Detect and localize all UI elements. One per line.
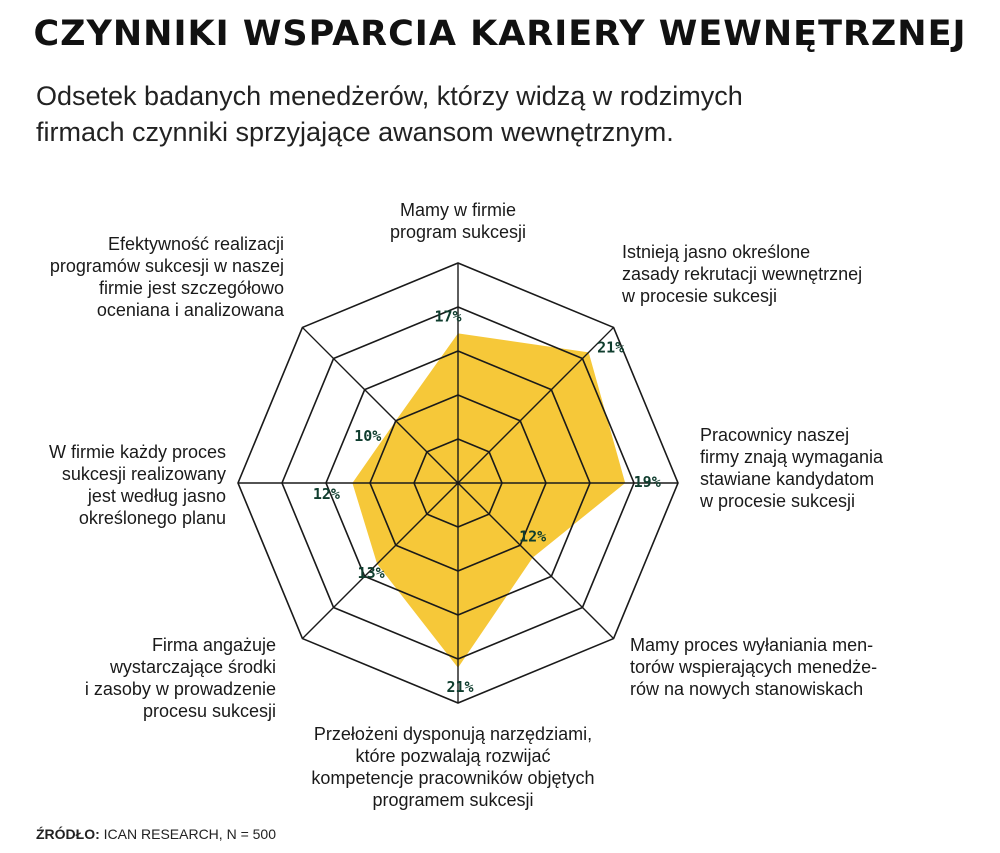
axis-label-3-line-3: stawiane kandydatom <box>700 469 875 489</box>
source-note <box>36 826 276 842</box>
source-label: ŹRÓDŁO: <box>36 826 100 842</box>
axis-label-1 <box>308 199 608 243</box>
value-label-6: 13% <box>357 563 385 582</box>
value-label-8: 10% <box>354 426 382 445</box>
axis-label-8-line-1: Efektywność realizacji <box>107 234 284 254</box>
value-label-1: 17% <box>434 307 462 326</box>
axis-label-3-line-4: w procesie sukcesji <box>700 491 856 511</box>
axis-label-6-line-3: i zasoby w prowadzenie <box>84 679 276 699</box>
axis-label-6-line-4: procesu sukcesji <box>142 701 276 721</box>
axis-label-4-line-3: rów na nowych stanowiskach <box>630 679 864 699</box>
axis-label-7-line-1: W firmie każdy proces <box>48 442 226 462</box>
axis-label-5-line-2: które pozwalają rozwijać <box>355 746 551 766</box>
axis-label-1-line-2: program sukcesji <box>389 222 527 242</box>
value-label-3: 19% <box>633 473 661 491</box>
axis-label-4 <box>630 634 950 700</box>
axis-label-8 <box>26 233 284 321</box>
axis-label-8-line-2: programów sukcesji w naszej <box>49 256 284 276</box>
axis-label-3-line-1: Pracownicy naszej <box>700 425 850 445</box>
axis-label-2 <box>622 241 922 307</box>
axis-label-2-line-3: w procesie sukcesji <box>622 286 778 306</box>
axis-label-5 <box>268 723 638 811</box>
axis-label-4-line-2: torów wspierających menedże- <box>630 657 878 677</box>
subtitle-line-2: firmach czynniki sprzyjające awansom wewnętrznym. <box>36 117 674 147</box>
value-label-5: 21% <box>446 677 474 696</box>
chart-title: CZYNNIKI WSPARCIA KARIERY WEWNĘTRZNEJ <box>33 14 967 54</box>
axis-label-3 <box>700 424 980 512</box>
value-label-4: 12% <box>519 527 547 546</box>
subtitle-line-1: Odsetek badanych menedżerów, którzy widzą w rodzimych <box>36 81 743 111</box>
axis-label-6 <box>36 634 276 722</box>
axis-label-7-line-4: określonego planu <box>78 508 226 528</box>
value-label-7: 12% <box>312 485 340 503</box>
axis-label-7 <box>36 441 226 529</box>
axis-label-1-line-1: Mamy w firmie <box>400 200 516 220</box>
axis-label-8-line-3: firmie jest szczegółowo <box>98 278 284 298</box>
axis-label-2-line-2: zasady rekrutacji wewnętrznej <box>622 264 863 284</box>
axis-label-5-line-1: Przełożeni dysponują narzędziami, <box>313 724 593 744</box>
axis-label-4-line-1: Mamy proces wyłaniania men- <box>630 635 874 655</box>
axis-label-6-line-2: wystarczające środki <box>109 657 276 677</box>
axis-label-2-line-1: Istnieją jasno określone <box>622 242 811 262</box>
value-label-2: 21% <box>597 338 625 357</box>
axis-label-5-line-3: kompetencje pracowników objętych <box>311 768 595 788</box>
axis-label-3-line-2: firmy znają wymagania <box>700 447 884 467</box>
axis-label-7-line-3: jest według jasno <box>87 486 226 506</box>
axis-label-8-line-4: oceniana i analizowana <box>96 300 284 320</box>
data-area <box>352 333 625 667</box>
source-text: ICAN RESEARCH, N = 500 <box>103 826 276 842</box>
axis-label-6-line-1: Firma angażuje <box>151 635 276 655</box>
axis-label-5-line-4: programem sukcesji <box>372 790 534 810</box>
axis-label-7-line-2: sukcesji realizowany <box>61 464 226 484</box>
